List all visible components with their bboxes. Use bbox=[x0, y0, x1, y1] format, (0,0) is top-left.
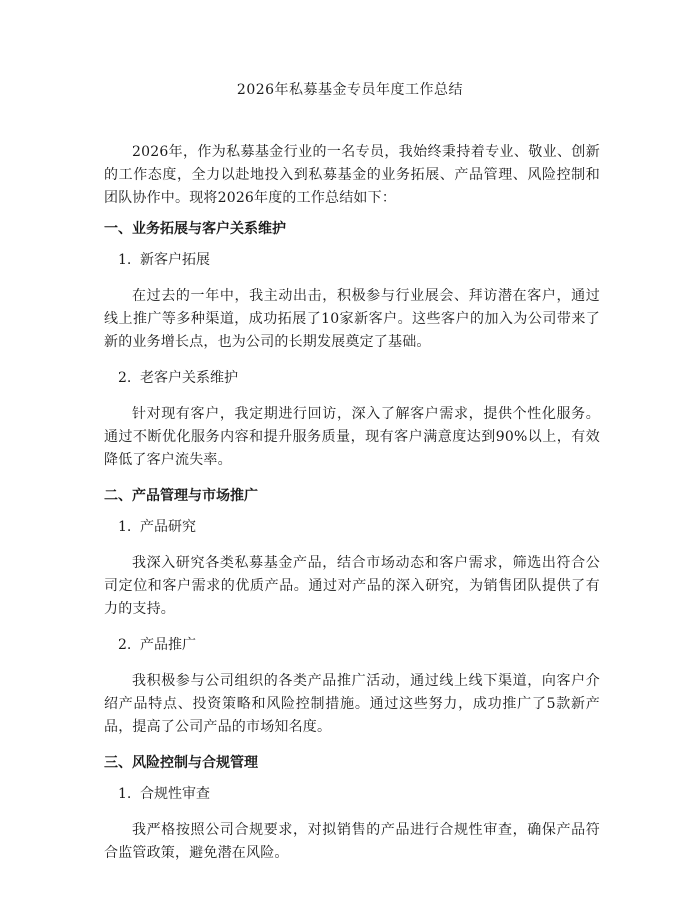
subsection-heading-3-1 bbox=[104, 783, 600, 806]
subsection-number: 2. bbox=[118, 370, 132, 386]
subsection-heading-1-1 bbox=[104, 249, 600, 272]
paragraph-2-1: 我深入研究各类私募基金产品，结合市场动态和客户需求，筛选出符合公司定位和客户需求的优质产品。通过对产品的深入研究，为销售团队提供了有力的支持。 bbox=[104, 555, 600, 617]
section-heading-1: 一、业务拓展与客户关系维护 bbox=[104, 221, 286, 237]
subsection-number: 2. bbox=[118, 637, 132, 653]
subsection-heading-1-2 bbox=[104, 367, 600, 390]
paragraph-2-2: 我积极参与公司组织的各类产品推广活动，通过线上线下渠道，向客户介绍产品特点、投资策略和风险控制措施。通过这些努力，成功推广了5款新产品，提高了公司产品的市场知名度。 bbox=[104, 673, 600, 735]
subsection-title: 合规性审查 bbox=[140, 786, 210, 802]
subsection-title: 产品研究 bbox=[140, 519, 196, 535]
paragraph-3-1: 我严格按照公司合规要求，对拟销售的产品进行合规性审查，确保产品符合监管政策，避免潜在风险。 bbox=[104, 822, 600, 861]
subsection-heading-2-2 bbox=[104, 634, 600, 657]
subsection-number: 1. bbox=[118, 252, 132, 268]
subsection-number: 1. bbox=[118, 786, 132, 802]
section-heading-2: 二、产品管理与市场推广 bbox=[104, 488, 258, 504]
subsection-heading-2-1 bbox=[104, 516, 600, 539]
section-heading-3: 三、风险控制与合规管理 bbox=[104, 755, 258, 771]
subsection-number: 1. bbox=[118, 519, 132, 535]
subsection-title: 老客户关系维护 bbox=[140, 370, 238, 386]
subsection-title: 产品推广 bbox=[140, 637, 196, 653]
document-body bbox=[104, 141, 600, 865]
document-title: 2026年私募基金专员年度工作总结 bbox=[236, 82, 464, 98]
paragraph-1-1: 在过去的一年中，我主动出击，积极参与行业展会、拜访潜在客户，通过线上推广等多种渠道，成功拓展了10家新客户。这些客户的加入为公司带来了新的业务增长点，也为公司的长期发展奠定了基础。 bbox=[104, 288, 600, 350]
paragraph-1-2: 针对现有客户，我定期进行回访，深入了解客户需求，提供个性化服务。通过不断优化服务内容和提升服务质量，现有客户满意度达到90%以上，有效降低了客户流失率。 bbox=[104, 406, 600, 468]
intro-paragraph: 2026年，作为私募基金行业的一名专员，我始终秉持着专业、敬业、创新的工作态度，全力以赴地投入到私募基金的业务拓展、产品管理、风险控制和团队协作中。现将2026年度的工作总结如下： bbox=[104, 144, 600, 206]
subsection-title: 新客户拓展 bbox=[140, 252, 210, 268]
